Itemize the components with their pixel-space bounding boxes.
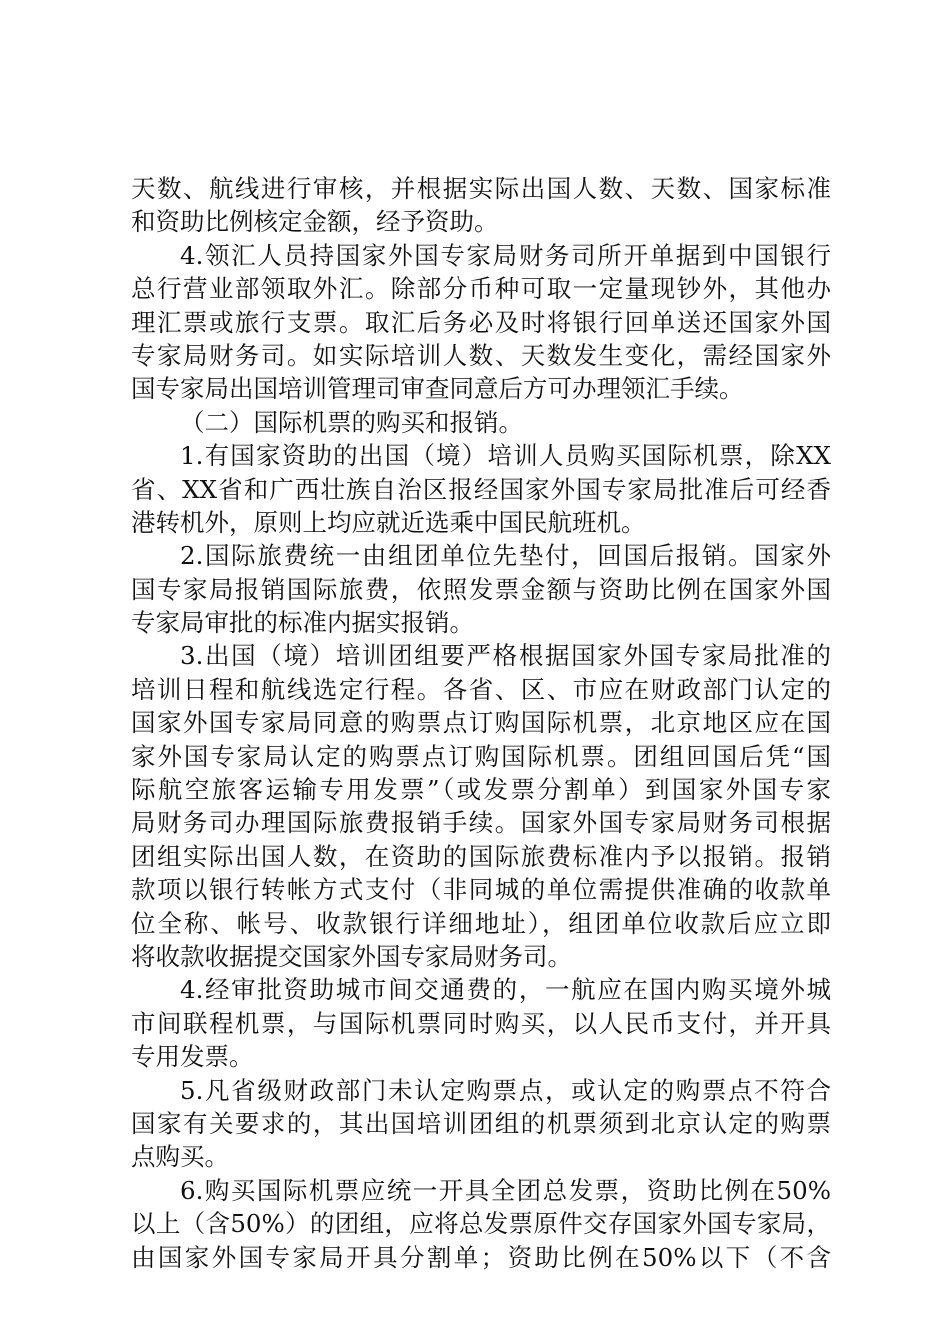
text-line: 专家局审批的标准内据实报销。 bbox=[131, 608, 474, 638]
text-line: （二）国际机票的购买和报销。 bbox=[180, 407, 523, 437]
text-line: 将收款收据提交国家外国专家局财务司。 bbox=[131, 941, 572, 971]
text-line: 家外国专家局认定的购票点订购国际机票。团组回国后凭“国 bbox=[131, 741, 831, 771]
text-line: 由国家外国专家局开具分割单；资助比例在50%以下（不含 bbox=[131, 1242, 831, 1272]
text-line: 培训日程和航线选定行程。各省、区、市应在财政部门认定的 bbox=[131, 674, 831, 704]
text-line: 团组实际出国人数，在资助的国际旅费标准内予以报销。报销 bbox=[131, 841, 831, 871]
text-line: 和资助比例核定金额，经予资助。 bbox=[131, 207, 499, 237]
text-line: 际航空旅客运输专用发票”（或发票分割单）到国家外国专家 bbox=[131, 775, 831, 805]
text-line: 天数、航线进行审核，并根据实际出国人数、天数、国家标准 bbox=[131, 174, 831, 203]
text-line: 国专家局出国培训管理司审查同意后方可办理领汇手续。 bbox=[131, 374, 744, 404]
text-line: 国家有关要求的，其出国培训团组的机票须到北京认定的购票 bbox=[131, 1108, 831, 1138]
text-line: 点购买。 bbox=[131, 1142, 229, 1172]
text-line: 省、XX省和广西壮族自治区报经国家外国专家局批准后可经香 bbox=[131, 474, 831, 504]
text-line: 专用发票。 bbox=[131, 1042, 254, 1072]
text-line: 3.出国（境）培训团组要严格根据国家外国专家局批准的 bbox=[180, 641, 831, 671]
document-body bbox=[131, 172, 831, 1274]
text-line: 总行营业部领取外汇。除部分币种可取一定量现钞外，其他办 bbox=[131, 274, 831, 304]
text-line: 4.经审批资助城市间交通费的，一航应在国内购买境外城 bbox=[180, 975, 831, 1005]
text-line: 市间联程机票，与国际机票同时购买，以人民币支付，并开具 bbox=[131, 1008, 831, 1038]
text-line: 局财务司办理国际旅费报销手续。国家外国专家局财务司根据 bbox=[131, 808, 831, 838]
text-line: 2.国际旅费统一由组团单位先垫付，回国后报销。国家外 bbox=[180, 541, 831, 571]
text-line: 位全称、帐号、收款银行详细地址），组团单位收款后应立即 bbox=[131, 908, 831, 938]
text-line: 1.有国家资助的出国（境）培训人员购买国际机票，除XX bbox=[180, 441, 831, 471]
text-line: 5.凡省级财政部门未认定购票点，或认定的购票点不符合 bbox=[180, 1075, 831, 1105]
text-line: 专家局财务司。如实际培训人数、天数发生变化，需经国家外 bbox=[131, 340, 831, 370]
text-line: 款项以银行转帐方式支付（非同城的单位需提供准确的收款单 bbox=[131, 875, 831, 905]
text-line: 理汇票或旅行支票。取汇后务必及时将银行回单送还国家外国 bbox=[131, 307, 831, 337]
text-line: 4.领汇人员持国家外国专家局财务司所开单据到中国银行 bbox=[180, 240, 831, 270]
text-line: 以上（含50%）的团组，应将总发票原件交存国家外国专家局， bbox=[131, 1209, 831, 1239]
text-line: 国专家局报销国际旅费，依照发票金额与资助比例在国家外国 bbox=[131, 574, 831, 604]
text-line: 港转机外，原则上均应就近选乘中国民航班机。 bbox=[131, 507, 646, 537]
text-line: 国家外国专家局同意的购票点订购国际机票，北京地区应在国 bbox=[131, 708, 831, 738]
text-line: 6.购买国际机票应统一开具全团总发票，资助比例在50% bbox=[180, 1175, 831, 1205]
